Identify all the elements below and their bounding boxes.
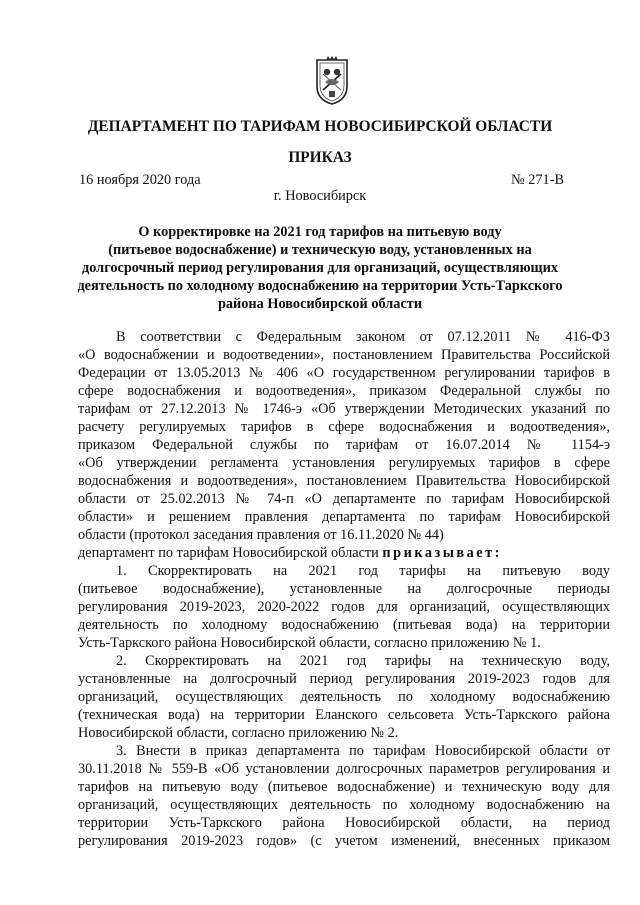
order-number: № 271-В: [511, 172, 564, 188]
item1-line: Усть-Таркского района Новосибирской области, согласно приложению № 1.: [78, 635, 541, 651]
heading-line: О корректировке на 2021 год тарифов на питьевую воду: [138, 224, 502, 240]
item3-line: 3. Внести в приказ департамента по тарифам Новосибирской области от: [116, 743, 610, 759]
preamble-line: приказом Федеральной службы по тарифам от 16.07.2014 № 1154-э: [78, 437, 610, 453]
item3-line: организаций, осуществляющих деятельность по холодному водоснабжению на: [78, 797, 610, 813]
order-body: [78, 328, 610, 850]
item2-line: организаций, осуществляющих деятельность по холодному водоснабжению: [78, 689, 610, 705]
item2-line: (техническая вода) на территории Еланского сельсовета Усть-Таркского района: [78, 707, 610, 723]
orders-word: приказывает:: [382, 545, 502, 561]
orders-line: [78, 544, 610, 562]
heading-line: (питьевое водоснабжение) и техническую воду, установленных на: [108, 242, 532, 258]
item1-line: 1. Скорректировать на 2021 год тарифы на питьевую воду: [116, 563, 610, 579]
heading-line: района Новосибирской области: [217, 296, 423, 312]
item2-line: 2. Скорректировать на 2021 год тарифы на техническую воду,: [116, 653, 610, 669]
order-date: 16 ноября 2020 года: [79, 172, 201, 188]
item2-line: Новосибирской области, согласно приложению № 2.: [78, 725, 399, 741]
preamble-line: области (протокол заседания правления от 16.11.2020 № 44): [78, 527, 444, 543]
preamble-line: области» и решением правления департамента по тарифам Новосибирской: [78, 509, 610, 525]
item1-line: деятельность по холодному водоснабжению (питьевая вода) на территории: [78, 617, 610, 633]
heading-line: деятельность по холодному водоснабжению на территории Усть-Таркского: [77, 278, 563, 294]
preamble-line: В соответствии с Федеральным законом от 07.12.2011 № 416-ФЗ: [116, 329, 610, 345]
order-city: г. Новосибирск: [273, 188, 367, 204]
preamble-line: «Об утверждении регламента установления регулируемых тарифов в сфере: [78, 455, 610, 471]
orders-intro: департамент по тарифам Новосибирской области: [78, 545, 379, 561]
department-name: ДЕПАРТАМЕНТ ПО ТАРИФАМ НОВОСИБИРСКОЙ ОБЛАСТИ: [87, 118, 553, 135]
item3-line: 30.11.2018 № 559-В «Об установлении долгосрочных параметров регулирования и: [78, 761, 610, 777]
item1-line: (питьевое водоснабжение), установленные на долгосрочные периоды: [78, 581, 610, 597]
item1-line: регулирования 2019-2023, 2020-2022 годов для организаций, осуществляющих: [78, 599, 610, 615]
novosibirsk-coat-of-arms-icon: [313, 56, 351, 106]
preamble-line: расчету регулируемых тарифов в сфере водоснабжения и водоотведения»,: [78, 419, 610, 435]
preamble-line: водоснабжения и водоотведения», постановлением Правительства Новосибирской: [78, 473, 610, 489]
preamble-line: Федерации от 13.05.2013 № 406 «О государственном регулировании тарифов в: [78, 365, 610, 381]
item2-line: установленные на долгосрочный период регулирования 2019-2023 годов для: [78, 671, 610, 687]
preamble-line: области от 25.02.2013 № 74-п «О департаменте по тарифам Новосибирской: [78, 491, 610, 507]
heading-line: долгосрочный период регулирования для организаций, осуществляющих: [81, 260, 558, 276]
order-heading: [70, 223, 570, 313]
item3-line: территории Усть-Таркского района Новосибирской области, на период: [78, 815, 610, 831]
document-type: ПРИКАЗ: [288, 149, 352, 166]
preamble-line: тарифам от 27.12.2013 № 1746-э «Об утверждении Методических указаний по: [78, 401, 610, 417]
preamble-line: «О водоснабжении и водоотведении», постановлением Правительства Российской: [78, 347, 610, 363]
item3-line: регулирования 2019-2023 годов» (с учетом изменений, внесенных приказом: [78, 833, 610, 849]
preamble-line: сфере водоснабжения и водоотведения», приказом Федеральной службы по: [78, 383, 610, 399]
item3-line: тарифов на питьевую воду (питьевое водоснабжение) и техническую воду для: [78, 779, 610, 795]
